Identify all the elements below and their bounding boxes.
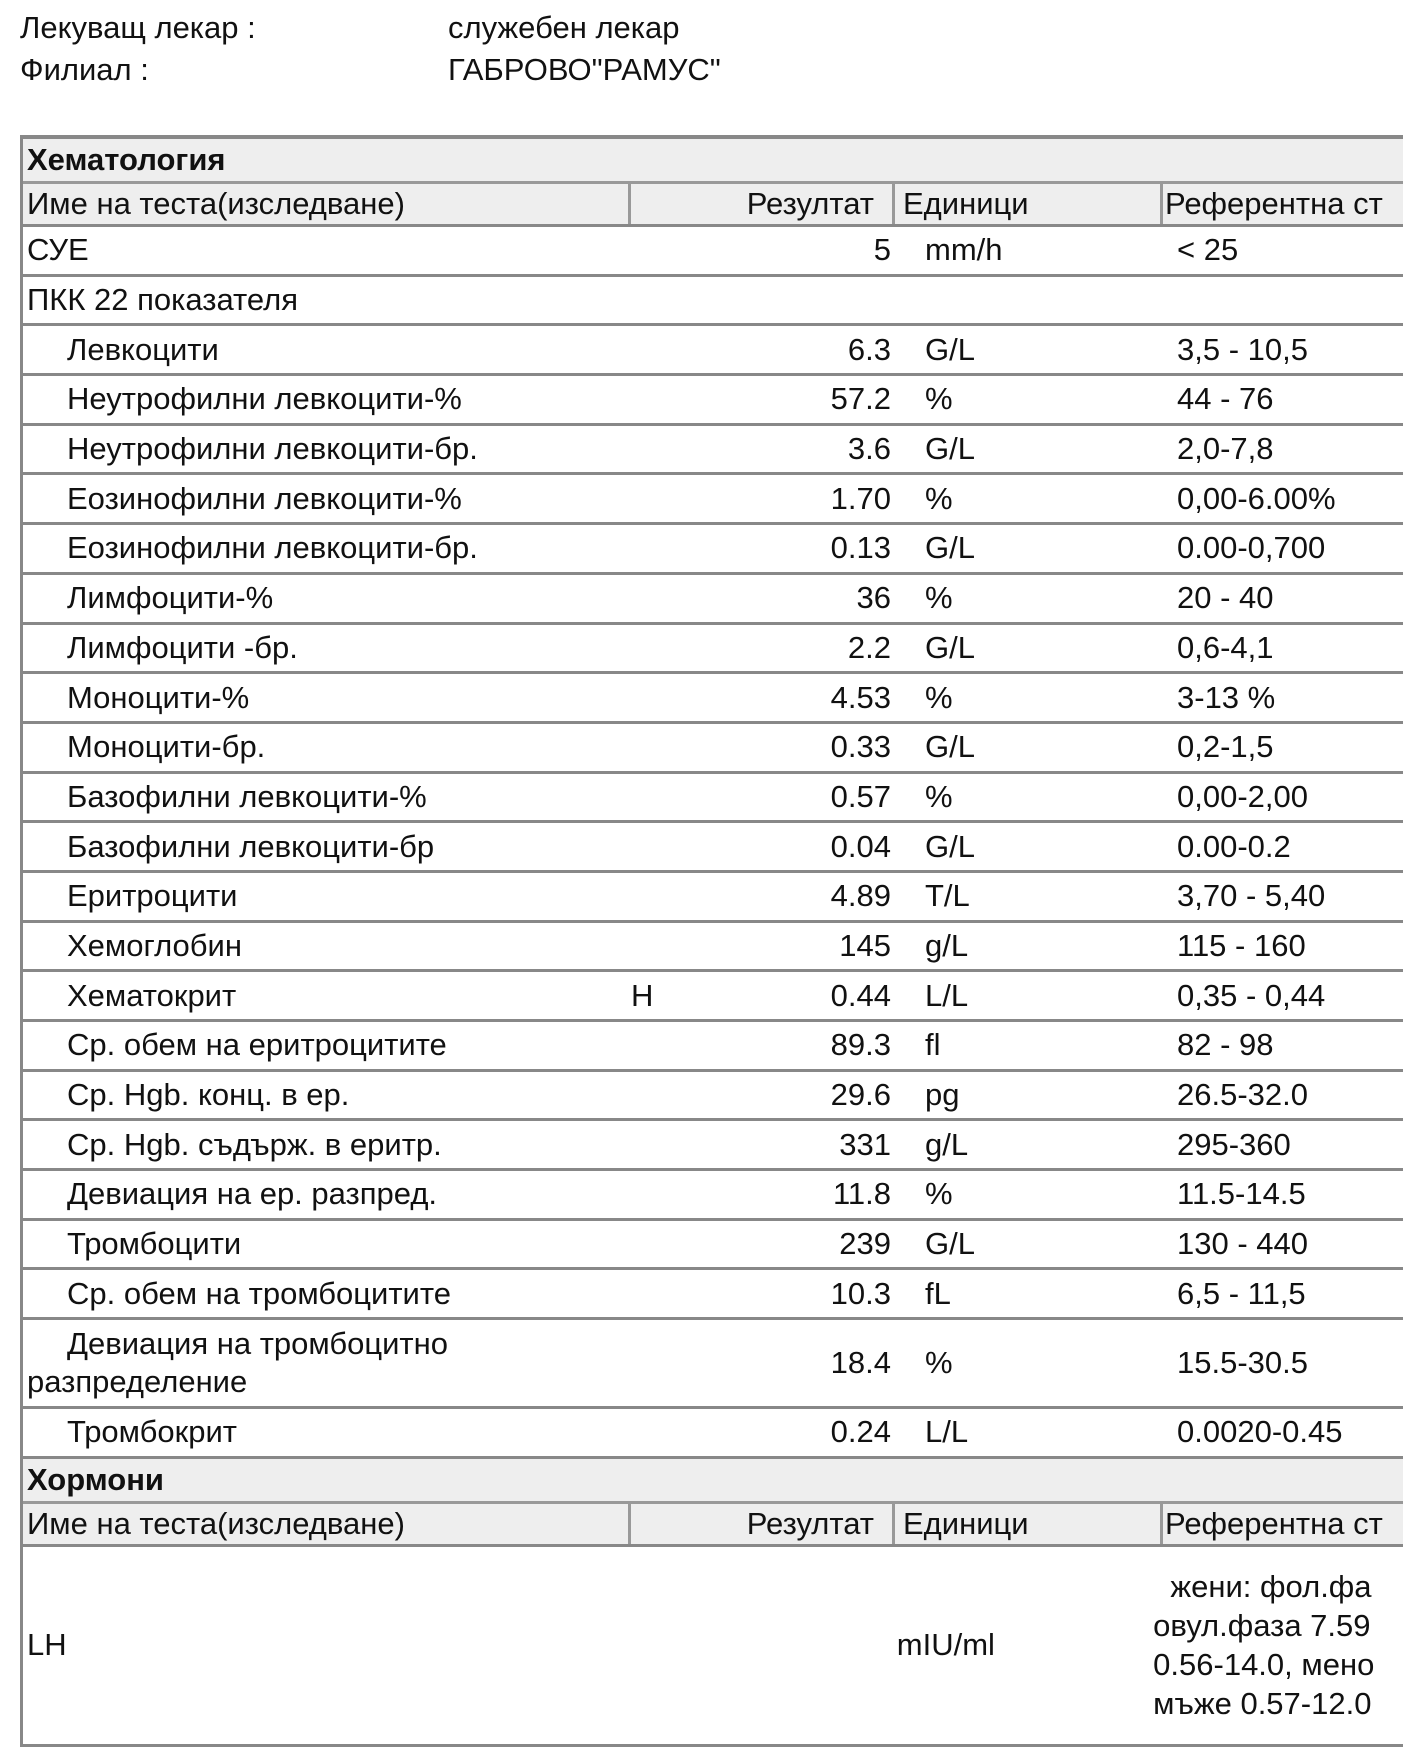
test-result: 0.57 — [830, 778, 891, 814]
test-name: Хематокрит — [67, 977, 237, 1013]
test-result: 239 — [839, 1226, 891, 1262]
test-result: 6.3 — [847, 331, 891, 367]
column-header-result: Резултат — [631, 1504, 895, 1544]
test-name: Ср. обем на тромбоцитите — [67, 1275, 451, 1311]
branch-value: ГАБРОВО"РАМУС" — [448, 52, 721, 87]
test-name: Хемоглобин — [67, 927, 242, 963]
table-row — [23, 227, 1403, 277]
reference-range: 3,70 - 5,40 — [1177, 878, 1326, 914]
test-name: Тромбоцити — [67, 1226, 242, 1262]
test-units: G/L — [925, 729, 975, 765]
hematology-section-title: Хематология — [23, 139, 1403, 184]
table-row — [23, 674, 1403, 724]
test-result: 1.70 — [830, 480, 891, 516]
test-name: Ср. Hgb. конц. в ер. — [67, 1077, 350, 1113]
test-result: 0.13 — [830, 530, 891, 566]
attending-doctor-value: служебен лекар — [448, 10, 680, 45]
reference-range: 0.0020-0.45 — [1177, 1414, 1343, 1450]
test-result: 0.44 — [830, 977, 891, 1013]
test-name: Еритроцити — [67, 878, 238, 914]
reference-range: 3-13 % — [1177, 679, 1276, 715]
column-header-units: Единици — [895, 184, 1163, 224]
table-row — [23, 823, 1403, 873]
reference-range: жени: фол.фа овул.фаза 7.59 0.56-14.0, мено мъже 0.57-12.0 — [1153, 1569, 1375, 1722]
table-row — [23, 1072, 1403, 1122]
reference-range: 20 - 40 — [1177, 580, 1274, 616]
table-row — [23, 1547, 1403, 1747]
test-name: Тромбокрит — [67, 1414, 237, 1450]
test-result: 29.6 — [830, 1077, 891, 1113]
table-row — [23, 724, 1403, 774]
test-units: % — [925, 580, 953, 616]
test-result: 11.8 — [832, 1176, 891, 1212]
test-name: Ср. обем на еритроцитите — [67, 1027, 447, 1063]
table-row — [23, 1320, 1403, 1409]
test-result: 3.6 — [847, 431, 891, 467]
test-result: 145 — [839, 927, 891, 963]
test-result: 4.53 — [830, 679, 891, 715]
test-units: G/L — [925, 431, 975, 467]
table-row — [23, 326, 1403, 376]
column-header-name: Име на теста(изследване) — [23, 184, 631, 224]
test-units: L/L — [925, 977, 969, 1013]
test-result: 331 — [839, 1126, 891, 1162]
reference-range: < 25 — [1177, 232, 1239, 268]
reference-range: 6,5 - 11,5 — [1177, 1275, 1306, 1311]
table-row — [23, 625, 1403, 675]
table-row — [23, 923, 1403, 973]
test-units: g/L — [925, 927, 969, 963]
table-row — [23, 972, 1403, 1022]
table-row — [23, 1409, 1403, 1459]
test-units: mm/h — [925, 232, 1003, 268]
test-result: 5 — [873, 232, 891, 268]
test-units: mIU/ml — [896, 1627, 995, 1663]
reference-range: 11.5-14.5 — [1177, 1176, 1306, 1212]
test-name: Еозинофилни левкоцити-% — [67, 480, 462, 516]
test-units: fL — [925, 1275, 951, 1311]
column-header-units: Единици — [895, 1504, 1163, 1544]
column-header-result: Резултат — [631, 184, 895, 224]
table-row — [23, 575, 1403, 625]
reference-range: 26.5-32.0 — [1177, 1077, 1308, 1113]
test-name: LH — [27, 1627, 67, 1663]
test-result: 2.2 — [847, 629, 891, 665]
test-name: Ср. Hgb. съдърж. в еритр. — [67, 1126, 442, 1162]
test-name: ПКК 22 показателя — [27, 282, 298, 318]
reference-range: 3,5 - 10,5 — [1177, 331, 1308, 367]
test-name: Базофилни левкоцити-бр — [67, 828, 435, 864]
table-row — [23, 376, 1403, 426]
test-units: L/L — [925, 1414, 969, 1450]
test-units: pg — [925, 1077, 960, 1113]
table-row — [23, 873, 1403, 923]
table-row — [23, 1270, 1403, 1320]
test-name: Неутрофилни левкоцити-% — [67, 381, 462, 417]
test-name: Еозинофилни левкоцити-бр. — [67, 530, 478, 566]
table-row — [23, 1171, 1403, 1221]
reference-range: 0,2-1,5 — [1177, 729, 1274, 765]
reference-range: 0,6-4,1 — [1177, 629, 1274, 665]
test-units: G/L — [925, 530, 975, 566]
test-units: G/L — [925, 629, 975, 665]
test-units: % — [925, 778, 953, 814]
test-result: 4.89 — [830, 878, 891, 914]
reference-range: 0.00-0,700 — [1177, 530, 1326, 566]
reference-range: 295-360 — [1177, 1126, 1291, 1162]
reference-range: 44 - 76 — [1177, 381, 1274, 417]
test-units: G/L — [925, 1226, 975, 1262]
branch-label: Филиал : — [20, 52, 149, 87]
column-header-reference: Референтна ст — [1165, 1505, 1383, 1541]
test-units: T/L — [925, 878, 970, 914]
table-row — [23, 426, 1403, 476]
test-result: 36 — [856, 580, 891, 616]
column-header-name: Име на теста(изследване) — [23, 1504, 631, 1544]
test-units: G/L — [925, 331, 975, 367]
results-table — [20, 135, 1403, 1747]
hormones-section-title: Хормони — [23, 1459, 1403, 1504]
test-result: 18.4 — [830, 1345, 891, 1381]
test-name: Неутрофилни левкоцити-бр. — [67, 431, 478, 467]
test-units: % — [925, 679, 953, 715]
test-result: 10.3 — [830, 1275, 891, 1311]
hormones-column-header-row — [23, 1504, 1403, 1547]
table-row — [23, 774, 1403, 824]
reference-range: 15.5-30.5 — [1177, 1345, 1308, 1381]
test-name: Моноцити-% — [67, 679, 250, 715]
test-units: % — [925, 480, 953, 516]
reference-range: 2,0-7,8 — [1177, 431, 1274, 467]
test-name: Левкоцити — [67, 331, 219, 367]
table-row — [23, 1022, 1403, 1072]
table-row — [23, 277, 1403, 327]
reference-range: 115 - 160 — [1177, 927, 1306, 963]
reference-range: 0,00-6.00% — [1177, 480, 1336, 516]
test-result: 57.2 — [830, 381, 891, 417]
table-row — [23, 475, 1403, 525]
test-name: Девиация на тромбоцитно разпределение — [27, 1326, 448, 1400]
reference-range: 130 - 440 — [1177, 1226, 1308, 1262]
test-name: Моноцити-бр. — [67, 729, 266, 765]
test-name: СУЕ — [27, 232, 89, 268]
test-result: 89.3 — [830, 1027, 891, 1063]
test-units: G/L — [925, 828, 975, 864]
test-units: % — [925, 1176, 953, 1212]
test-result: 0.33 — [830, 729, 891, 765]
test-units: % — [925, 1345, 953, 1381]
test-result: 0.24 — [830, 1414, 891, 1450]
table-row — [23, 525, 1403, 575]
test-result: 0.04 — [830, 828, 891, 864]
test-name: Базофилни левкоцити-% — [67, 778, 427, 814]
hematology-column-header-row — [23, 184, 1403, 227]
column-header-reference: Референтна ст — [1165, 186, 1383, 221]
reference-range: 0.00-0.2 — [1177, 828, 1291, 864]
reference-range: 0,00-2,00 — [1177, 778, 1308, 814]
test-name: Девиация на ер. разпред. — [67, 1176, 438, 1212]
test-name: Лимфоцити-% — [67, 580, 274, 616]
test-units: % — [925, 381, 953, 417]
test-units: g/L — [925, 1126, 969, 1162]
test-name: Лимфоцити -бр. — [67, 629, 298, 665]
table-row — [23, 1121, 1403, 1171]
test-units: fl — [925, 1027, 941, 1063]
reference-range: 0,35 - 0,44 — [1177, 977, 1326, 1013]
result-flag: H — [631, 977, 654, 1013]
reference-range: 82 - 98 — [1177, 1027, 1274, 1063]
attending-doctor-label: Лекуващ лекар : — [20, 10, 256, 45]
table-row — [23, 1221, 1403, 1271]
